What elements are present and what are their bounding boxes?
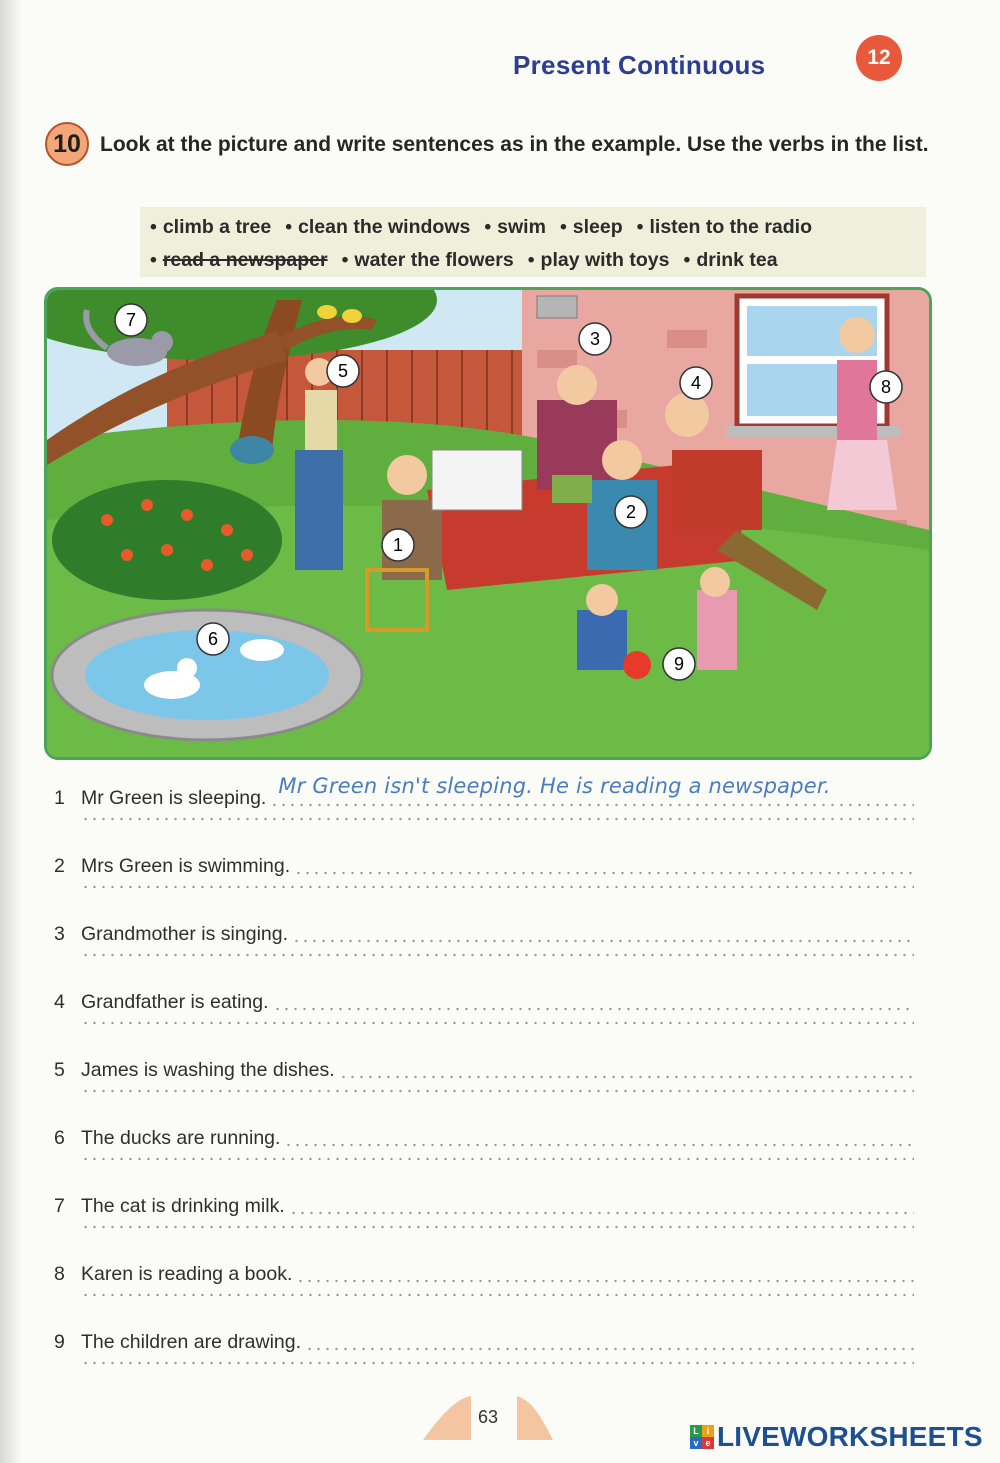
answer-field-line-2[interactable] — [81, 883, 914, 891]
callout-5 — [327, 355, 359, 387]
callout-4 — [680, 367, 712, 399]
svg-text:4: 4 — [690, 373, 702, 393]
unit-badge: 12 — [856, 35, 902, 81]
answer-field-line-2[interactable] — [81, 1359, 914, 1367]
sentence-number: 3 — [54, 922, 65, 945]
exercise-instruction: Look at the picture and write sentences as in the example. Use the verbs in the list. — [100, 133, 929, 156]
sentence-text: The children are drawing. — [81, 1330, 302, 1353]
page-number: 63 — [477, 1407, 499, 1427]
callout-6 — [197, 623, 229, 655]
callout-8 — [870, 371, 902, 403]
verb-item: • sleep — [560, 216, 623, 239]
sentence-text: The ducks are running. — [81, 1126, 281, 1149]
svg-text:8: 8 — [880, 377, 892, 397]
sentence-number: 5 — [54, 1058, 65, 1081]
answer-field-line-2[interactable] — [81, 1291, 914, 1299]
sentence-text: The cat is drinking milk. — [81, 1194, 285, 1217]
sentence-text: Mrs Green is swimming. — [81, 854, 291, 877]
sentence-text: Mr Green is sleeping. — [81, 786, 267, 809]
svg-text:2: 2 — [625, 502, 637, 522]
sentence-row — [54, 1185, 914, 1253]
exercise-number-badge: 10 — [45, 122, 89, 166]
sentence-row — [54, 1321, 914, 1389]
sentence-number: 4 — [54, 990, 65, 1013]
sentence-number: 8 — [54, 1262, 65, 1285]
sentence-row — [54, 845, 914, 913]
liveworksheets-icon: L i v e — [690, 1425, 714, 1449]
bush — [52, 480, 282, 600]
verb-item: • climb a tree — [150, 216, 271, 239]
svg-text:3: 3 — [589, 329, 601, 349]
sentence-row — [54, 913, 914, 981]
verb-item: • listen to the radio — [637, 216, 812, 239]
svg-text:7: 7 — [125, 310, 137, 330]
brand-name: LIVEWORKSHEETS — [717, 1421, 983, 1452]
answer-field-line-2[interactable] — [81, 1019, 914, 1027]
answer-field-line-2[interactable] — [81, 1087, 914, 1095]
sentence-row — [54, 1117, 914, 1185]
sentence-number: 2 — [54, 854, 65, 877]
svg-text:6: 6 — [207, 629, 219, 649]
garden-illustration — [44, 287, 932, 760]
callout-1 — [382, 529, 414, 561]
example-answer: Mr Green isn't sleeping. He is reading a newspaper. — [278, 774, 831, 798]
sentence-list — [54, 774, 914, 1389]
callout-2 — [615, 496, 647, 528]
verb-item: • drink tea — [683, 249, 777, 272]
callout-3 — [579, 323, 611, 355]
answer-field-line-2[interactable] — [81, 1223, 914, 1231]
sentence-row — [54, 1049, 914, 1117]
sentence-text: Grandfather is eating. — [81, 990, 269, 1013]
sentence-number: 7 — [54, 1194, 65, 1217]
verb-item: • water the flowers — [342, 249, 514, 272]
sentence-number: 6 — [54, 1126, 65, 1149]
verb-item-struck: • read a newspaper — [150, 249, 328, 272]
svg-text:9: 9 — [673, 654, 685, 674]
answer-field-line-2[interactable] — [81, 1155, 914, 1163]
callout-9 — [663, 648, 695, 680]
callout-7 — [115, 304, 147, 336]
svg-text:5: 5 — [337, 361, 349, 381]
brand-logo — [690, 1420, 983, 1454]
sentence-number: 1 — [54, 786, 65, 809]
verb-item: • clean the windows — [285, 216, 470, 239]
answer-field-line-2[interactable] — [81, 951, 914, 959]
sentence-row — [54, 774, 914, 845]
verb-item: • swim — [484, 216, 546, 239]
sentence-row — [54, 981, 914, 1049]
sentence-text: Karen is reading a book. — [81, 1262, 293, 1285]
page-title: Present Continuous — [513, 50, 766, 80]
sentence-text: James is washing the dishes. — [81, 1058, 335, 1081]
page-edge-shadow — [0, 0, 22, 1463]
verb-list-row-1 — [150, 210, 826, 244]
svg-text:1: 1 — [392, 535, 404, 555]
sentence-text: Grandmother is singing. — [81, 922, 289, 945]
sentence-number: 9 — [54, 1330, 65, 1353]
sentence-row — [54, 1253, 914, 1321]
verb-list-row-2 — [150, 243, 792, 277]
answer-field-line-2[interactable] — [81, 815, 914, 823]
verb-item: • play with toys — [528, 249, 670, 272]
